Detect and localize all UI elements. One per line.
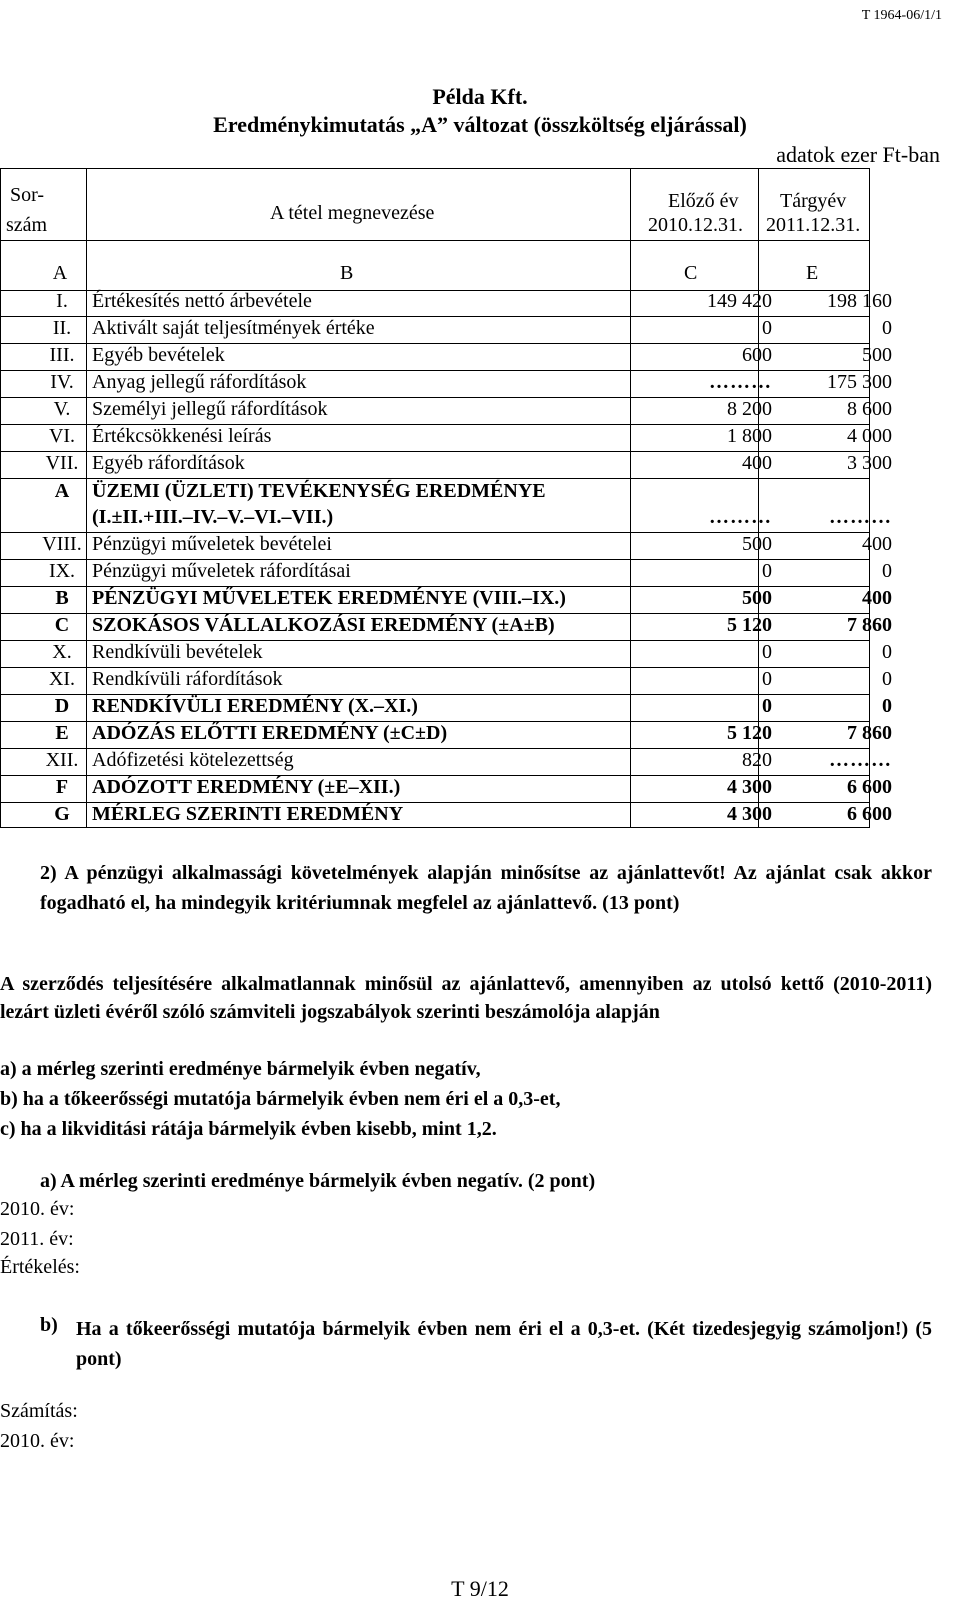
- table-row: [0, 558, 900, 586]
- row-name: Anyag jellegű ráfordítások: [92, 371, 307, 393]
- row-name-formula: (I.±II.+III.–IV.–V.–VI.–VII.): [92, 506, 334, 528]
- table-row: [0, 639, 900, 667]
- year-2011-label: 2011. év:: [0, 1228, 74, 1250]
- row-prev: 400: [742, 452, 772, 474]
- header-cur-2: 2011.12.31.: [766, 214, 861, 236]
- row-num: III.: [49, 344, 75, 366]
- row-num: B: [55, 587, 69, 609]
- row-num: IV.: [50, 371, 74, 393]
- table-row: [0, 288, 900, 316]
- table-row: [0, 585, 900, 613]
- row-num: I.: [56, 290, 68, 312]
- unit-note: adatok ezer Ft-ban: [776, 142, 940, 167]
- table-row: [0, 531, 900, 559]
- calculation-label: Számítás:: [0, 1400, 78, 1422]
- sub-question-a: a) A mérleg szerinti eredménye bármelyik évben negatív. (2 pont): [40, 1170, 596, 1192]
- row-prev: 8 200: [727, 398, 772, 420]
- row-cur: 7 860: [847, 722, 892, 744]
- row-cur: 500: [862, 344, 892, 366]
- row-cur: 3 300: [847, 452, 892, 474]
- letter-a: A: [52, 262, 68, 284]
- row-prev: 500: [742, 533, 772, 555]
- header-num-1: Sor-: [10, 184, 45, 206]
- table-row: [0, 774, 900, 802]
- criterion-b: b) ha a tőkeerősségi mutatója bármelyik évben nem éri el a 0,3-et,: [0, 1088, 561, 1110]
- header-prev-1: Előző év: [668, 190, 739, 212]
- row-prev: 0: [762, 560, 772, 582]
- row-prev: 149 420: [707, 290, 772, 312]
- row-name: ADÓZOTT EREDMÉNY (±E–XII.): [92, 776, 401, 798]
- row-num: VII.: [45, 452, 79, 474]
- row-num: II.: [52, 317, 72, 339]
- row-num: VI.: [48, 425, 76, 447]
- header-cur-1: Tárgyév: [780, 190, 847, 212]
- sub-question-b: Ha a tőkeerősségi mutatója bármelyik évben nem éri el a 0,3-et. (Két tizedesjegyig számoljon!) (5 pont): [76, 1318, 932, 1370]
- row-name: Pénzügyi műveletek ráfordításai: [92, 560, 351, 582]
- row-name: Pénzügyi műveletek bevételei: [92, 533, 332, 555]
- row-num: XI.: [48, 668, 76, 690]
- table-row: [0, 450, 900, 478]
- table-row: [0, 478, 900, 532]
- header-num-2: szám: [6, 214, 48, 236]
- company-name: Példa Kft.: [432, 84, 528, 109]
- row-name: Adófizetési kötelezettség: [92, 749, 294, 771]
- row-num: D: [54, 695, 70, 717]
- letter-row: [0, 260, 900, 288]
- table-row: [0, 342, 900, 370]
- row-prev: 4 300: [727, 803, 772, 825]
- row-prev: 0: [762, 641, 772, 663]
- table-row: [0, 315, 900, 343]
- header-prev-2: 2010.12.31.: [648, 214, 743, 236]
- row-num: A: [54, 480, 70, 502]
- letter-b: B: [340, 262, 354, 284]
- row-num: XII.: [45, 749, 79, 771]
- row-cur: 175 300: [827, 371, 892, 393]
- page-code: T 1964-06/1/1: [861, 8, 942, 23]
- row-num: C: [54, 614, 70, 636]
- row-name: SZOKÁSOS VÁLLALKOZÁSI EREDMÉNY (±A±B): [92, 614, 555, 636]
- row-cur: 400: [862, 533, 892, 555]
- row-prev: 5 120: [727, 614, 772, 636]
- row-name: PÉNZÜGYI MŰVELETEK EREDMÉNYE (VIII.–IX.): [92, 587, 566, 609]
- row-prev-blank: ………: [709, 371, 772, 393]
- row-cur: 6 600: [847, 776, 892, 798]
- row-name: Értékesítés nettó árbevétele: [92, 290, 312, 312]
- row-cur: 0: [882, 668, 892, 690]
- question-2: 2) A pénzügyi alkalmassági követelmények alapján minősítse az ajánlattevőt! Az ajánlat csak akkor fogadható el, ha mindegyik kritériumnak megfelel az ajánlattevő. (13 pont): [40, 862, 932, 914]
- letter-e: E: [806, 262, 819, 284]
- row-cur: 198 160: [827, 290, 892, 312]
- table-row: [0, 801, 900, 829]
- row-cur: 0: [882, 641, 892, 663]
- row-prev: 1 800: [727, 425, 772, 447]
- row-cur: 0: [882, 695, 892, 717]
- row-cur: 0: [882, 560, 892, 582]
- row-name: Értékcsökkenési leírás: [92, 425, 272, 447]
- criteria-intro: A szerződés teljesítésére alkalmatlannak minősül az ajánlattevő, amennyiben az utolsó kettő (2010-2011) lezárt üzleti évéről szóló számviteli jogszabályok szerinti beszámolója alapján: [0, 973, 932, 1023]
- row-cur: 6 600: [847, 803, 892, 825]
- row-name: Egyéb bevételek: [92, 344, 225, 366]
- year-2010-label: 2010. év:: [0, 1198, 75, 1220]
- row-cur: 7 860: [847, 614, 892, 636]
- row-name: ÜZEMI (ÜZLETI) TEVÉKENYSÉG EREDMÉNYE: [92, 480, 546, 502]
- row-cur: 0: [882, 317, 892, 339]
- row-num: V.: [53, 398, 71, 420]
- income-statement-table: [0, 168, 960, 828]
- criterion-c: c) ha a likviditási rátája bármelyik évben kisebb, mint 1,2.: [0, 1118, 497, 1140]
- row-num: G: [54, 803, 70, 825]
- table-row: [0, 666, 900, 694]
- row-cur-blank: ………: [829, 749, 892, 771]
- row-name: Rendkívüli ráfordítások: [92, 668, 283, 690]
- row-prev: 500: [742, 587, 772, 609]
- row-cur: 8 600: [847, 398, 892, 420]
- row-cur-blank: ………: [829, 506, 892, 528]
- row-prev: 5 120: [727, 722, 772, 744]
- table-row: [0, 369, 900, 397]
- table-row: [0, 693, 900, 721]
- table-row: [0, 720, 900, 748]
- row-prev: 820: [742, 749, 772, 771]
- table-row: [0, 396, 900, 424]
- row-num: E: [55, 722, 69, 744]
- row-cur: 400: [862, 587, 892, 609]
- statement-title: Eredménykimutatás „A” változat (összköltség eljárással): [213, 112, 747, 137]
- row-num: VIII.: [42, 533, 82, 555]
- evaluation-label: Értékelés:: [0, 1256, 80, 1278]
- row-prev: 600: [742, 344, 772, 366]
- row-name: Személyi jellegű ráfordítások: [92, 398, 328, 420]
- row-name: Egyéb ráfordítások: [92, 452, 245, 474]
- sub-question-b-label: b): [40, 1314, 58, 1336]
- letter-c: C: [684, 262, 698, 284]
- row-name: MÉRLEG SZERINTI EREDMÉNY: [92, 803, 404, 825]
- row-prev: 0: [762, 668, 772, 690]
- table-row: [0, 747, 900, 775]
- row-name: ADÓZÁS ELŐTTI EREDMÉNY (±C±D): [92, 722, 448, 744]
- row-prev: 0: [762, 317, 772, 339]
- row-num: F: [55, 776, 69, 798]
- row-name: Rendkívüli bevételek: [92, 641, 263, 663]
- criterion-a: a) a mérleg szerinti eredménye bármelyik évben negatív,: [0, 1058, 481, 1080]
- page-footer: T 9/12: [451, 1576, 509, 1601]
- table-row: [0, 423, 900, 451]
- row-prev: 4 300: [727, 776, 772, 798]
- table-row: [0, 612, 900, 640]
- row-cur: 4 000: [847, 425, 892, 447]
- header-name: A tétel megnevezése: [270, 202, 435, 224]
- row-prev-blank: ………: [709, 506, 772, 528]
- row-prev: 0: [762, 695, 772, 717]
- row-name: Aktivált saját teljesítmények értéke: [92, 317, 375, 339]
- row-num: X.: [52, 641, 72, 663]
- row-name: RENDKÍVÜLI EREDMÉNY (X.–XI.): [92, 695, 418, 717]
- calculation-year-2010: 2010. év:: [0, 1430, 75, 1452]
- row-num: IX.: [48, 560, 76, 582]
